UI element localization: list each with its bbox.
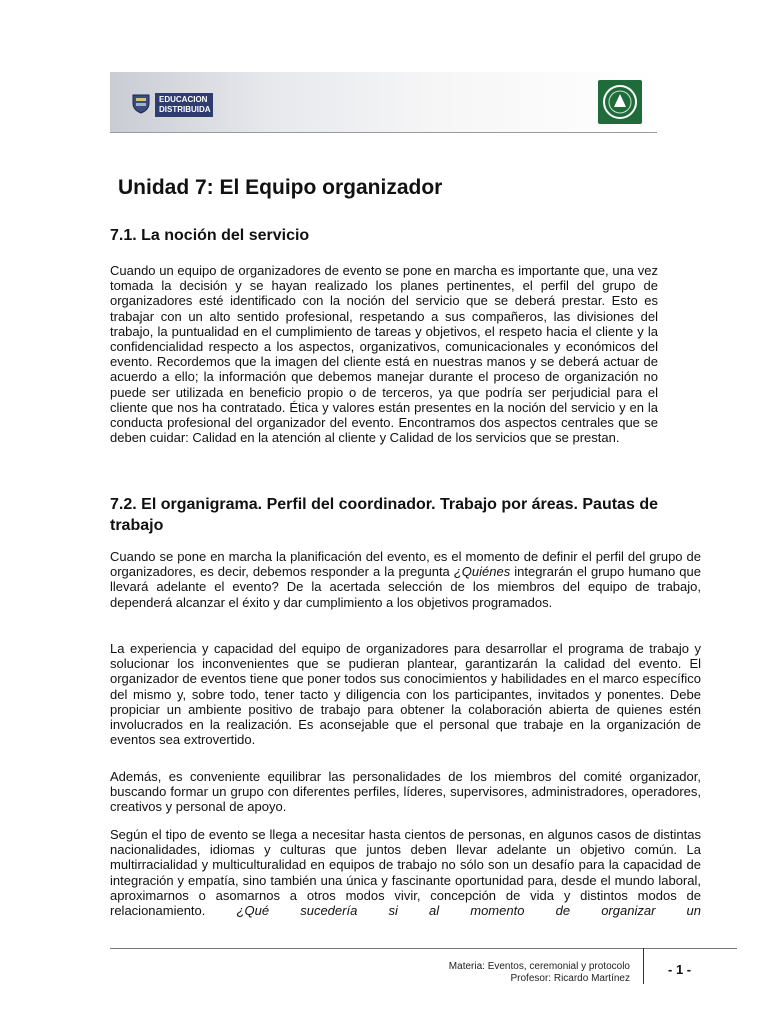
section-7-1-paragraph: Cuando un equipo de organizadores de evento se pone en marcha es importante que, una vez tomada la decisión y se hayan realizado los planes pertinentes, el perfil del grupo de organizadores esté identificado con la noción del servicio que se deberá prestar. Esto es trabajar con un alto sentido profesional, respetando a sus compañeros, las divisiones del trabajo, la puntualidad en el cumplimiento de tareas y objetivos, el respeto hacia el cliente y la confidencialidad respecto a los aspectos, organizativos, comunicacionales y económicos del evento. Recordemos que la imagen del cliente está en nuestras manos y se deberá actuar de acuerdo a ello; la información que debemos manejar durante el proceso de organización no puede ser utilizada en beneficio propio o de terceros, ya que podría ser perjudicial para el cliente que nos ha contratado. Ética y valores están presentes en la noción del servicio y en la conducta profesional del organizador del evento. Encontramos dos aspectos centrales que se deben cuidar: Calidad en la atención al cliente y Calidad de los servicios que se prestan. bbox=[110, 263, 658, 446]
italic-text-run: ¿Quiénes bbox=[453, 564, 511, 580]
logo-text-line1: EDUCACION bbox=[159, 95, 208, 104]
educacion-distribuida-logo bbox=[155, 93, 213, 117]
section-heading-7-1: 7.1. La noción del servicio bbox=[110, 227, 310, 244]
header-divider bbox=[110, 132, 657, 133]
text-run: Cuando se pone en marcha la planificación del evento, es el momento de definir el perfil del grupo de organizadores, es decir, debemos responder a la pregunta bbox=[110, 549, 701, 580]
footer-info bbox=[380, 961, 630, 985]
university-logo-icon bbox=[598, 80, 642, 124]
section-heading-7-2: 7.2. El organigrama. Perfil del coordinador. Trabajo por áreas. Pautas de trabajo bbox=[110, 496, 658, 534]
section-7-2-paragraph-3: Además, es conveniente equilibrar las personalidades de los miembros del comité organizador, buscando formar un grupo con diferentes perfiles, líderes, supervisores, administradores, operadores, creativos y personal de apoyo. bbox=[110, 769, 701, 815]
text-run: Según el tipo de evento se llega a necesitar hasta cientos de personas, en algunos casos de distintas nacionalidades, idiomas y culturas que juntos deben llevar adelante un objetivo común. La multirracialidad y multiculturalidad en equipos de trabajo no sólo son un desafío para la capacidad de integración y empatía, sino también una única y fascinante oportunidad para, desde el mundo laboral, aproximarnos o asomarnos a otros modos vivir, concepción de vida y distintos modos de relacionamiento. bbox=[110, 827, 701, 919]
footer-profesor: Profesor: Ricardo Martínez bbox=[510, 973, 630, 984]
text-run: integrarán el grupo humano que llevará adelante el evento? De la acertada selección de los miembros del equipo de trabajo, dependerá alcanzar el éxito y dar cumplimiento a los objetivos programados. bbox=[110, 564, 701, 610]
university-crest-icon bbox=[130, 92, 152, 114]
footer-materia: Materia: Eventos, ceremonial y protocolo bbox=[448, 961, 630, 972]
page-number: - 1 - bbox=[668, 962, 692, 977]
italic-text-run: ¿Qué sucedería si al momento de organizar un bbox=[236, 903, 702, 919]
unit-title: Unidad 7: El Equipo organizador bbox=[118, 176, 443, 199]
footer-vertical-divider bbox=[643, 948, 644, 984]
section-7-2-paragraph-1 bbox=[110, 549, 701, 610]
section-7-2-paragraph-4 bbox=[110, 827, 701, 918]
logo-text-line2: DISTRIBUIDA bbox=[159, 105, 211, 114]
section-7-2-paragraph-2: La experiencia y capacidad del equipo de organizadores para desarrollar el programa de trabajo y solucionar los inconvenientes que se pudieran plantear, garantizarán la calidad del evento. El organizador de eventos tiene que poner todos sus conocimientos y habilidades en el marco específico del mismo y, sobre todo, tener tacto y diligencia con los participantes, invitados y ponentes. Debe propiciar un ambiente positivo de trabajo para obtener la colaboración abierta de quienes estén involucrados en la realización. Es aconsejable que el personal que trabaje en la organización de eventos sea extrovertido. bbox=[110, 641, 701, 748]
